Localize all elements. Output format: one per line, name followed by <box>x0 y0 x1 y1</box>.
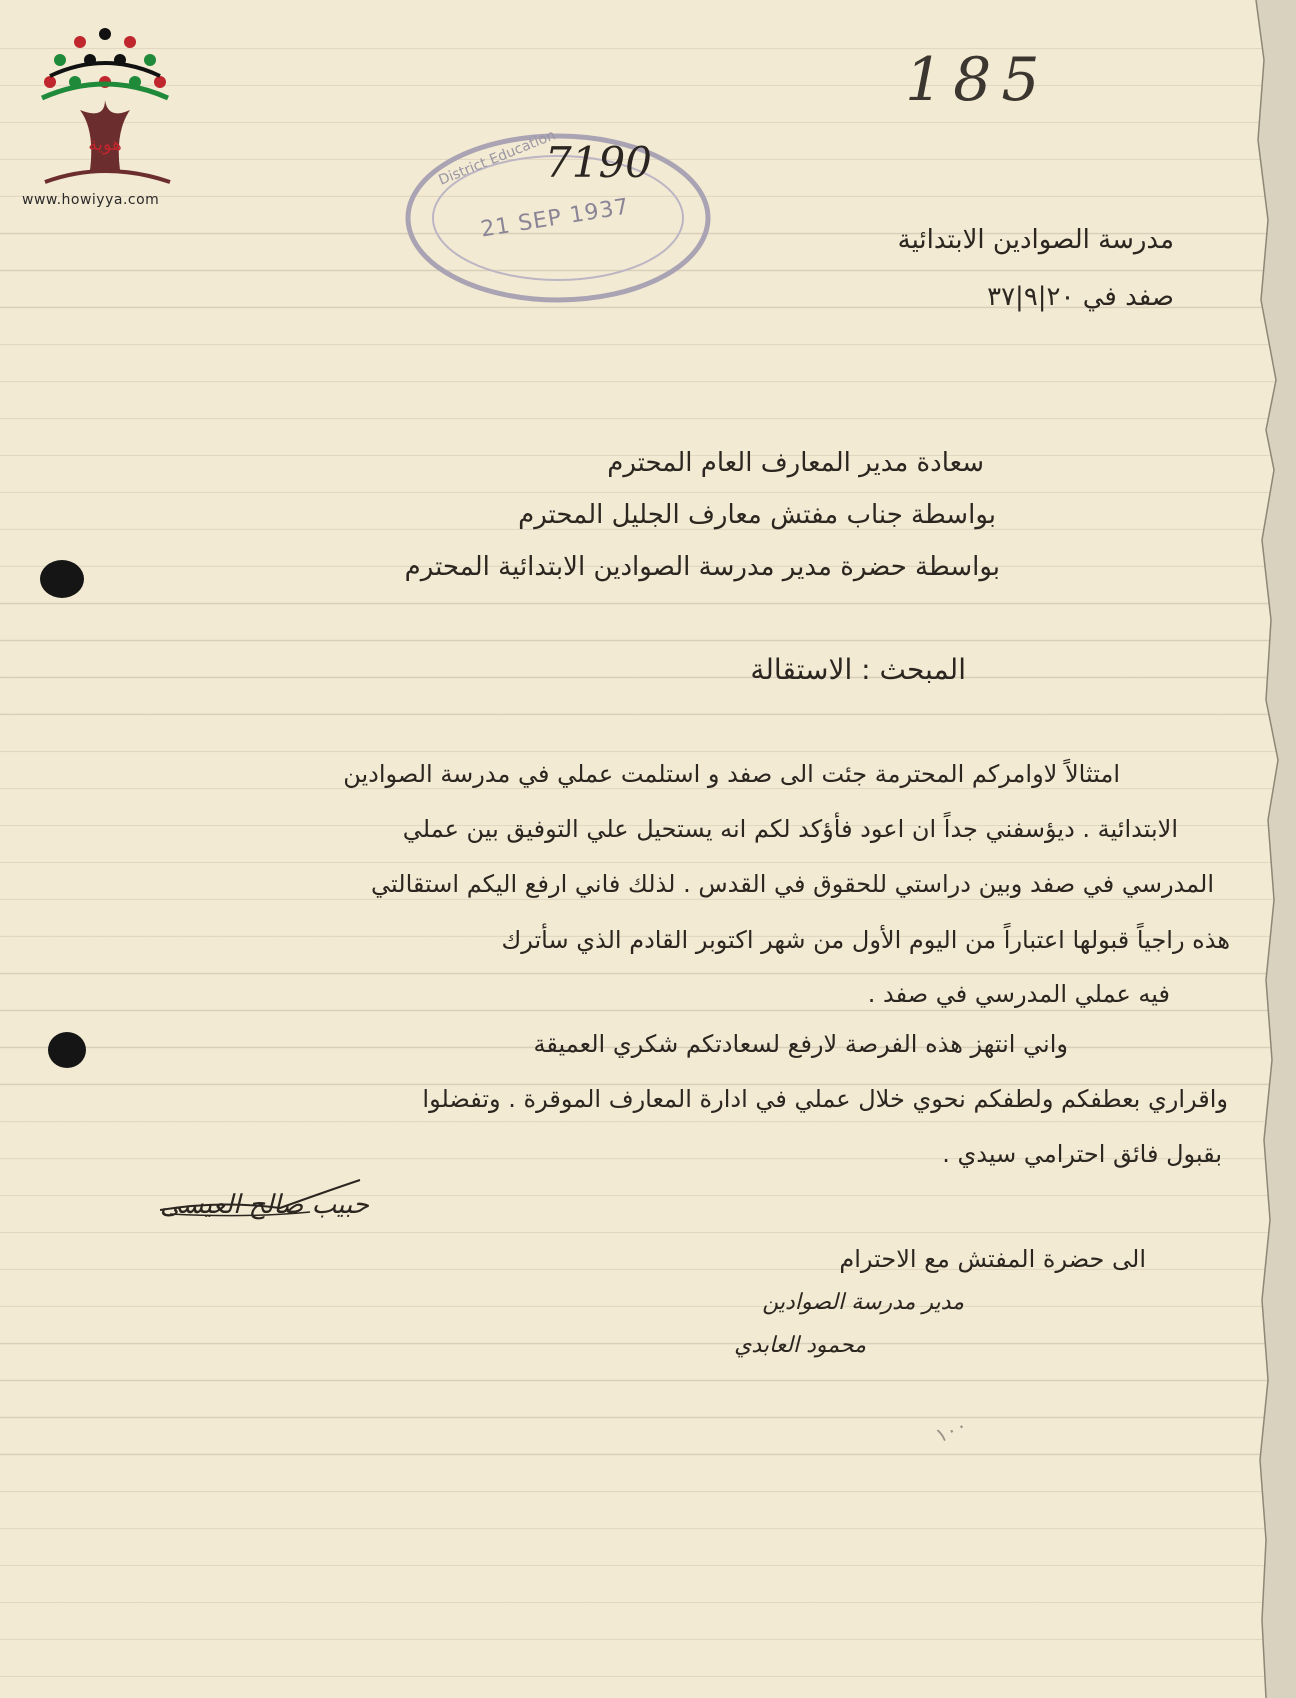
addressee-line-3: بواسطة حضرة مدير مدرسة الصوادين الابتدائية المحترم <box>404 552 1000 582</box>
punch-hole-top <box>40 560 84 598</box>
archive-number: 185 <box>905 45 1050 115</box>
stamp-date: 21 SEP 1937 <box>478 194 632 243</box>
body-line-4: هذه راجياً قبولها اعتباراً من اليوم الأول من شهر اكتوبر القادم الذي سأترك <box>501 926 1230 954</box>
addressee-line-1: سعادة مدير المعارف العام المحترم <box>607 448 984 478</box>
torn-right-edge <box>1216 0 1296 1698</box>
forwarding-note-line-1: الى حضرة المفتش مع الاحترام <box>839 1245 1146 1273</box>
punch-hole-bottom <box>48 1032 86 1068</box>
body-line-3: المدرسي في صفد وبين دراستي للحقوق في القدس . لذلك فاني ارفع اليكم استقالتي <box>371 870 1214 898</box>
howiyya-tree-logo <box>20 20 190 210</box>
svg-text:هوية: هوية <box>88 134 122 155</box>
body-line-8: بقبول فائق احترامي سيدي . <box>942 1140 1222 1168</box>
pencil-mark: ١٠٠ <box>931 1412 971 1448</box>
forwarding-note-line-2: مدير مدرسة الصوادين <box>762 1290 964 1315</box>
stamp-office-text: District Education <box>436 127 558 189</box>
file-number: 7190 <box>545 138 652 187</box>
people-figures <box>42 28 168 98</box>
body-line-5: فيه عملي المدرسي في صفد . <box>867 980 1170 1008</box>
forwarding-note-line-3: محمود العابدي <box>734 1333 866 1358</box>
body-line-2: الابتدائية . ديؤسفني جداً ان اعود فأؤكد لكم انه يستحيل علي التوفيق بين عملي <box>402 815 1178 843</box>
place-date-line: صفد في ٢٠|٩|٣٧ <box>987 282 1174 312</box>
school-name-line: مدرسة الصوادين الابتدائية <box>897 225 1174 255</box>
body-line-1: امتثالاً لاوامركم المحترمة جئت الى صفد و استلمت عملي في مدرسة الصوادين <box>343 760 1120 788</box>
signature: حبيب صالح العيسى <box>160 1190 369 1220</box>
body-line-7: واقراري بعطفكم ولطفكم نحوي خلال عملي في ادارة المعارف الموقرة . وتفضلوا <box>422 1085 1228 1113</box>
body-line-6: واني انتهز هذه الفرصة لارفع لسعادتكم شكري العميقة <box>533 1030 1068 1058</box>
addressee-line-2: بواسطة جناب مفتش معارف الجليل المحترم <box>518 500 996 530</box>
logo-url-text: www.howiyya.com <box>22 192 160 208</box>
subject-line: المبحث : الاستقالة <box>750 653 966 686</box>
